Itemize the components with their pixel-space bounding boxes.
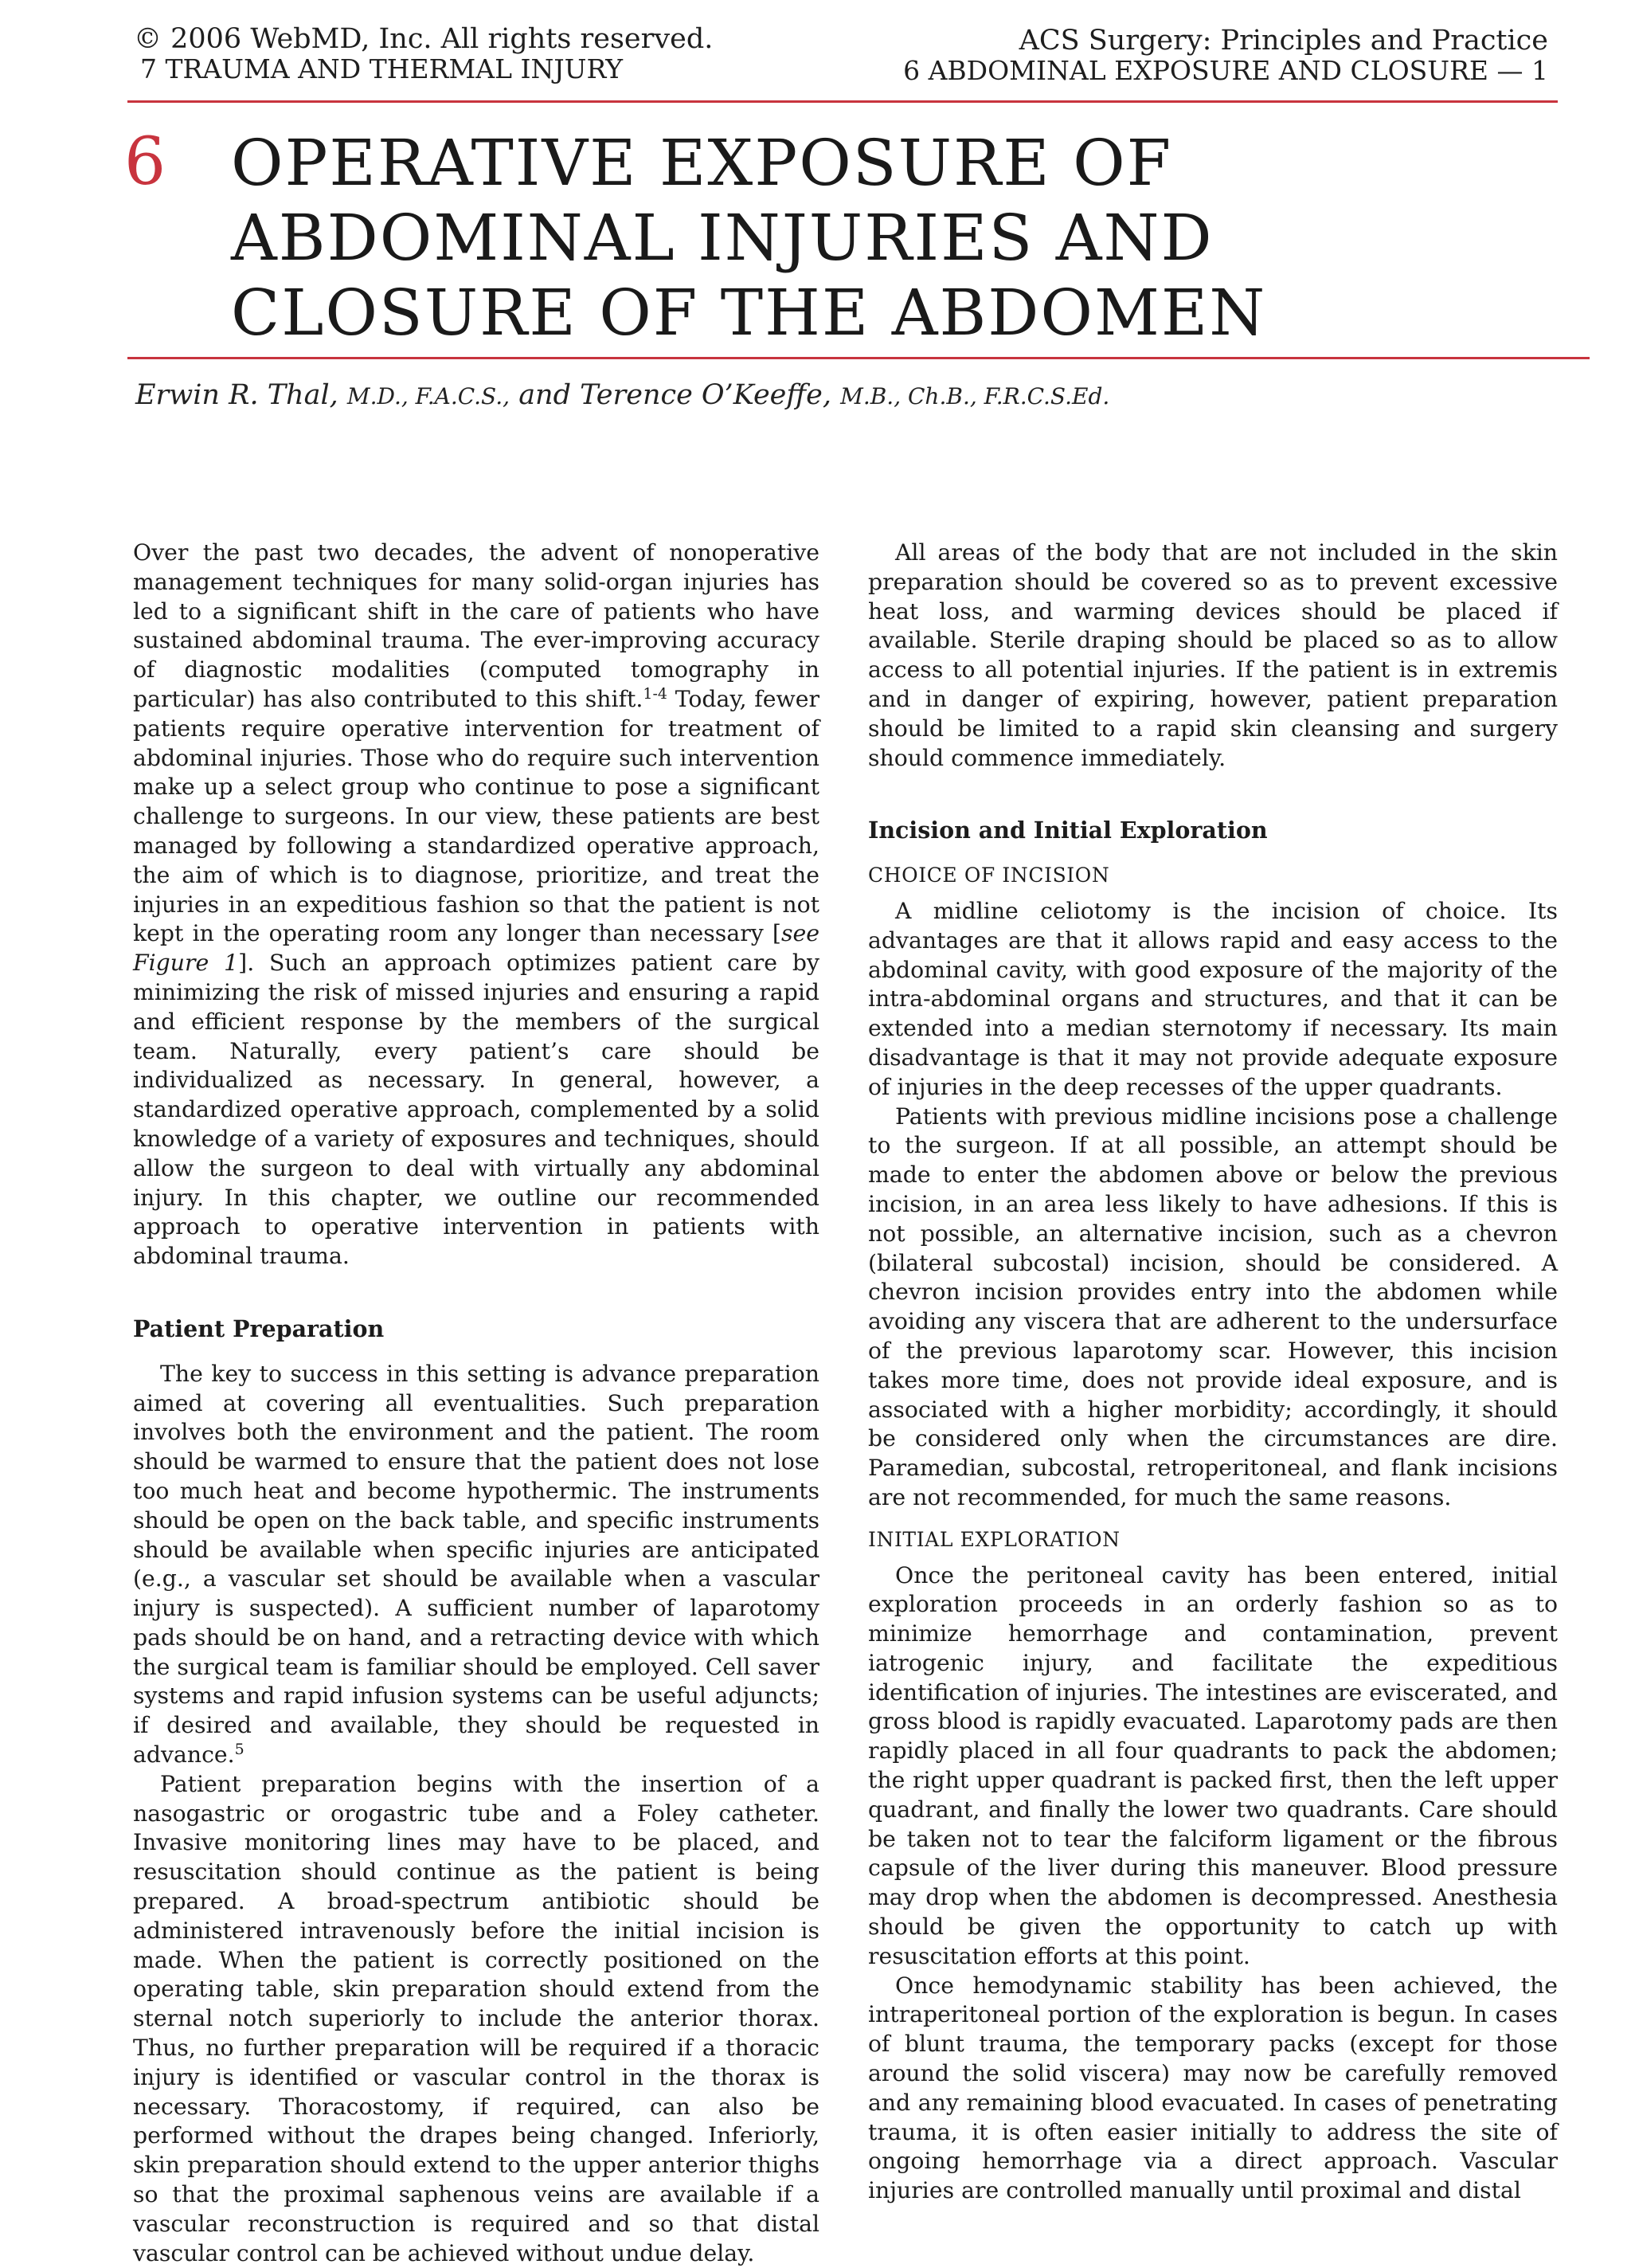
section-label: 7 TRAUMA AND THERMAL INJURY [140, 53, 624, 84]
chapter-running-title: 6 ABDOMINAL EXPOSURE AND CLOSURE — 1 [903, 55, 1548, 86]
chapter-title-line: ABDOMINAL INJURIES AND [231, 201, 1214, 275]
body-paragraph: Patients with previous midline incisions pose a challenge to the surgeon. If at all possible, an attempt should be made to enter the abdomen above or below the previous incision, in an area less likely to have adhesions. If this is not possible, an alternative incision, such as a chevron (bilateral subcostal) incision, should be considered. A chevron incision provides entry into the abdomen while avoiding any viscera that are adherent to the undersurface of the previous laparotomy scar. However, this incision takes more time, does not provide ideal exposure, and is associated with a higher morbidity; accordingly, it should be considered only when the circumstances are dire. Paramedian, subcostal, retroperitoneal, and flank incisions are not recommended, for much the same reasons. [868, 1103, 1558, 1510]
author-name: Erwin R. Thal, [135, 379, 338, 411]
intro-text: Today, fewer patients require operative intervention for treatment of abdominal injuries. Those who do require such intervention make up a select group who continue to pose a significant challenge to surgeons. In our view, these patients are best managed by following a standardized operative approach, the aim of which is to diagnose, prioritize, and treat the injuries in an expeditious fashion so that the patient is not kept in the operating room any longer than necessary [ [133, 685, 819, 947]
book-title: ACS Surgery: Principles and Practice [1019, 25, 1548, 57]
reference-superscript: 5 [234, 1741, 244, 1759]
chapter-title-line: CLOSURE OF THE ABDOMEN [231, 276, 1267, 350]
body-paragraph: A midline celiotomy is the incision of choice. Its advantages are that it allows rapid and easy access to the abdominal cavity, with good exposure of the majority of the intra-abdominal organs and structures, and that it can be extended into a median sternotomy if necessary. Its main disadvantage is that it may not provide adequate exposure of injuries in the deep recesses of the upper quadrants. [868, 897, 1558, 1100]
chapter-number: 6 [124, 124, 166, 200]
intro-text: Over the past two decades, the advent of nonoperative management techniques for many solid-organ injuries has led to a significant shift in the care of patients who have sustained abdominal trauma. The ever-improving accuracy of diagnostic modalities (computed tomography in particular) has also contributed to this shift. [133, 539, 819, 712]
right-column [868, 539, 1558, 2206]
reference-superscript: 1-4 [643, 684, 668, 703]
author-credentials: M.D., F.A.C.S., [346, 383, 510, 409]
intro-text: ]. Such an approach optimizes patient care by minimizing the risk of missed injuries and ensuring a rapid and efficient response by the members of the surgical team. Naturally, every patient’s care should be individualized as necessary. In general, however, a standardized operative approach, complemented by a solid knowledge of a variety of exposures and techniques, should allow the surgeon to deal with virtually any abdominal injury. In this chapter, we outline our recommended approach to operative intervention in patients with abdominal trauma. [133, 950, 819, 1270]
body-paragraph: Once the peritoneal cavity has been entered, initial exploration proceeds in an orderly fashion so as to minimize hemorrhage and contamination, prevent iatrogenic injury, and facilitate the expeditious identification of injuries. The intestines are eviscerated, and gross blood is rapidly evacuated. Laparotomy pads are then rapidly placed in all four quadrants to pack the abdomen; the right upper quadrant is packed first, then the left upper quadrant, and finally the lower two quadrants. Care should be taken not to tear the falciform ligament or the fibrous capsule of the liver during this maneuver. Blood pressure may drop when the abdomen is decompressed. Anesthesia should be given the opportunity to catch up with resuscitation efforts at this point. [868, 1561, 1558, 1969]
body-paragraph: All areas of the body that are not included in the skin preparation should be covered so as to prevent excessive heat loss, and warming devices should be placed if available. Sterile draping should be placed so as to allow access to all potential injuries. If the patient is in extremis and in danger of expiring, however, patient preparation should be limited to a rapid skin cleansing and surgery should commence immediately. [868, 539, 1558, 771]
body-paragraph: Once hemodynamic stability has been achieved, the intraperitoneal portion of the exploration is begun. In cases of blunt trauma, the temporary packs (except for those around the solid viscera) may now be carefully removed and any remaining blood evacuated. In cases of penetrating trauma, it is often easier initially to address the site of ongoing hemorrhage via a direct approach. Vascular injuries are controlled manually until proximal and distal [868, 1972, 1558, 2204]
running-header-right [752, 25, 1548, 86]
subheading-initial-exploration: INITIAL EXPLORATION [868, 1527, 1121, 1551]
author-name: Terence O’Keeffe, [580, 379, 832, 411]
left-column [133, 539, 819, 2268]
author-credentials: M.B., Ch.B., F.R.C.S.Ed. [840, 383, 1110, 409]
chapter-title-line: OPERATIVE EXPOSURE OF [231, 126, 1173, 200]
subheading-choice-of-incision: CHOICE OF INCISION [868, 864, 1110, 887]
running-header-left [134, 24, 739, 84]
body-paragraph [133, 1360, 819, 1770]
figure-reference: see Figure 1 [133, 920, 819, 977]
intro-paragraph [133, 539, 819, 1271]
title-rule [127, 357, 1590, 359]
header-rule [127, 100, 1558, 103]
author-conjunction: and [518, 379, 572, 411]
section-heading-incision: Incision and Initial Exploration [868, 817, 1268, 844]
body-paragraph: Patient preparation begins with the insertion of a nasogastric or orogastric tube and a Foley catheter. Invasive monitoring lines may have to be placed, and resuscitation should continue as the patient is being prepared. A broad-spectrum antibiotic should be administered intravenously before the initial incision is made. When the patient is correctly positioned on the operating table, skin preparation should extend from the sternal notch superiorly to include the anterior thorax. Thus, no further preparation will be required if a thoracic injury is identified or vascular control in the thorax is necessary. Thoracostomy, if required, can also be performed without the drapes being changed. Inferiorly, skin preparation should extend to the upper anterior thighs so that the proximal saphenous veins are available if a vascular reconstruction is required and so that distal vascular control can be achieved without undue delay. [133, 1770, 819, 2266]
copyright-notice: © 2006 WebMD, Inc. All rights reserved. [134, 23, 714, 55]
paragraph-text: The key to success in this setting is advance preparation aimed at covering all eventualities. Such preparation involves both the environment and the patient. The room should be warmed to ensure that the patient does not lose too much heat and become hypothermic. The instruments should be open on the back table, and specific instruments should be available when specific injuries are anticipated (e.g., a vascular set should be available when a vascular injury is suspected). A sufficient number of laparotomy pads should be on hand, and a retracting device with which the surgical team is familiar should be employed. Cell saver systems and rapid infusion systems can be useful adjuncts; if desired and available, they should be requested in advance. [133, 1360, 819, 1769]
author-line [135, 378, 1109, 414]
chapter-title [231, 126, 1505, 351]
section-heading-patient-preparation: Patient Preparation [133, 1314, 385, 1342]
